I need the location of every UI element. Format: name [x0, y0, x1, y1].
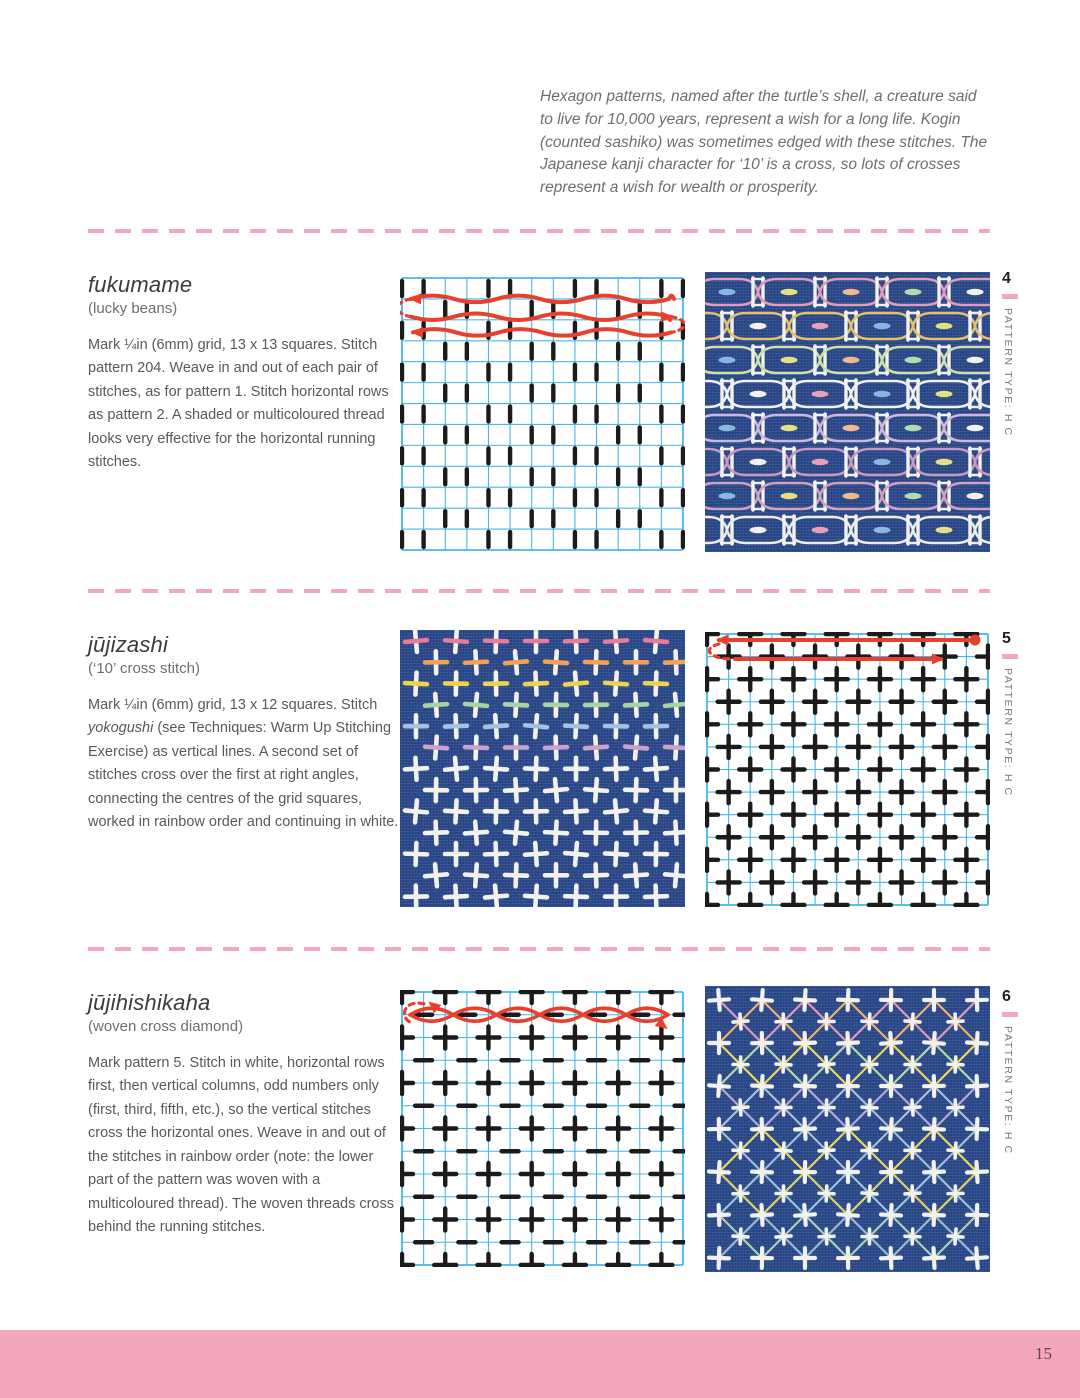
section-jujizashi-text	[88, 632, 400, 835]
fukumame-stitched-sample-photo	[705, 272, 990, 552]
section-title: jūjihishikaha	[88, 990, 211, 1015]
jujizashi-stitch-diagram	[705, 632, 990, 907]
pattern-number: 4	[1002, 270, 1011, 287]
jujihishikaha-stitch-diagram	[400, 990, 685, 1267]
section-body: Mark ¼in (6mm) grid, 13 x 13 squares. Stitch pattern 204. Weave in and out of each pair of stitches, as for pattern 1. Stitch horizontal rows as pattern 2. A shaded or multicoloured thread looks very effective for the horizontal running stitches.	[88, 337, 389, 471]
section-body: Mark ¼in (6mm) grid, 13 x 12 squares. Stitch yokogushi (see Techniques: Warm Up Stitching Exercise) as vertical lines. A second set of stitches cross over the first at right angles, connecting the centres of the grid squares, worked in rainbow order and continuing in white.	[88, 697, 399, 831]
pattern-label-5	[1002, 630, 1042, 797]
jujizashi-stitched-sample-photo	[400, 630, 685, 907]
section-divider	[88, 947, 990, 951]
pink-tick	[1002, 294, 1018, 299]
pattern-label-4	[1002, 270, 1042, 437]
section-subtitle: (woven cross diamond)	[88, 1018, 244, 1035]
section-fukumame-text	[88, 272, 400, 475]
pink-tick	[1002, 1012, 1018, 1017]
pattern-number: 5	[1002, 630, 1011, 647]
section-divider	[88, 229, 990, 233]
section-title: fukumame	[88, 272, 193, 297]
section-subtitle: (lucky beans)	[88, 300, 178, 317]
jujihishikaha-stitched-sample-photo	[705, 986, 990, 1272]
footer-pink-bar	[0, 1330, 1080, 1398]
pattern-number: 6	[1002, 988, 1011, 1005]
pattern-type-label: PATTERN TYPE: H C	[1002, 308, 1014, 437]
pattern-type-label: PATTERN TYPE: H C	[1002, 668, 1014, 797]
section-jujihishikaha-text	[88, 990, 400, 1240]
page-number: 15	[1035, 1344, 1052, 1363]
section-subtitle: (‘10’ cross stitch)	[88, 660, 200, 677]
section-body: Mark pattern 5. Stitch in white, horizontal rows first, then vertical columns, odd numbers only (first, third, fifth, etc.), so the vertical stitches cross the horizontal ones. Weave in and out of the stitches in rainbow order (note: the lower part of the pattern was woven with a multicoloured thread). The woven threads cross behind the running stitches.	[88, 1055, 394, 1236]
intro-paragraph: Hexagon patterns, named after the turtle’s shell, a creature said to live for 10,000 years, represent a wish for a long life. Kogin (counted sashiko) was sometimes edged with these stitches. The Japanese kanji character for ‘10’ is a cross, so lots of crosses represent a wish for wealth or prosperity.	[540, 88, 988, 197]
pink-tick	[1002, 654, 1018, 659]
pattern-type-label: PATTERN TYPE: H C	[1002, 1026, 1014, 1155]
section-divider	[88, 589, 990, 593]
pattern-label-6	[1002, 988, 1042, 1155]
fukumame-stitch-diagram	[400, 276, 685, 552]
section-title: jūjizashi	[88, 632, 169, 657]
